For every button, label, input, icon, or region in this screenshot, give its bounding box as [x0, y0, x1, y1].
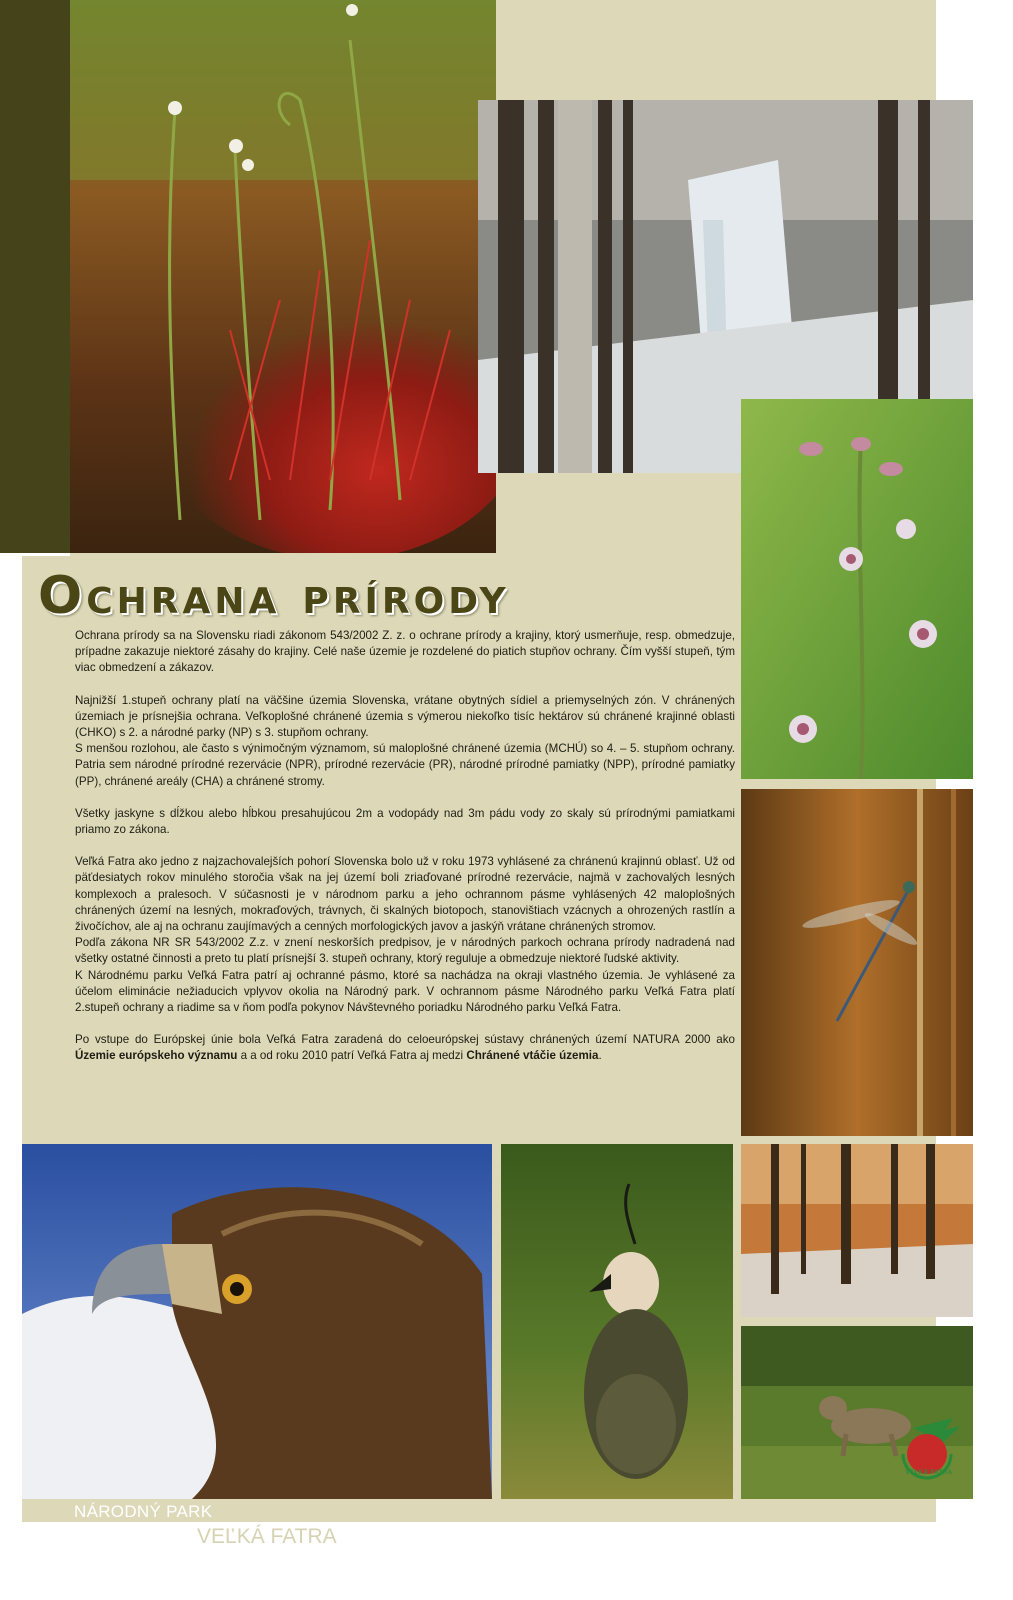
page-title: Ochrana prírody	[38, 566, 510, 626]
dark-side-band	[0, 0, 70, 553]
damselfly-photo	[741, 789, 973, 1136]
footer-national-park: NÁRODNÝ PARK	[74, 1502, 213, 1521]
paragraph-protection-levels: Najnižší 1.stupeň ochrany platí na väčšine územia Slovenska, vrátane obytných sídiel a priemyselných zón. V chránených územiach je prísnejšia ochrana. Veľkoplošné chránené územia s výmerou niekoľko tisíc hektárov sú chránené krajinné oblasti (CHKO) s 2. a národné parky (NP) s 3. stupňom ochrany.	[75, 693, 735, 740]
park-logo-icon	[893, 1410, 965, 1482]
natura-spa-label: Chránené vtáčie územia	[466, 1049, 599, 1063]
orchid-photo	[741, 399, 973, 779]
paragraph-natura-2000	[75, 1032, 735, 1064]
lapwing-photo	[501, 1144, 733, 1499]
natura-sci-label: Územie európskeho významu	[75, 1049, 238, 1063]
article-body	[75, 628, 735, 1081]
footer-park-name: VEĽKÁ FATRA	[197, 1525, 337, 1548]
natura-text-mid: a a od roku 2010 patrí Veľká Fatra aj medzi	[237, 1049, 467, 1063]
paragraph-caves-waterfalls: Všetky jaskyne s dĺžkou alebo hĺbkou presahujúcou 2m a vodopády nad 3m pádu vody zo skaly sú prírodnými pamiatkami priamo zo zákona.	[75, 806, 735, 837]
autumn-forest-photo	[741, 1144, 973, 1317]
paragraph-buffer-zone: K Národnému parku Veľká Fatra patrí aj ochranné pásmo, ktoré sa nachádza na okraji vlastného územia. Je vyhlásené za účelom eliminácie nežiaducich vplyvov okolia na Národný park. V ochrannom pásme Národného parku Veľká Fatra platí 2.stupeň ochrany a riadime sa v ňom podľa pokynov Návštevného poriadku Národného parku Veľká Fatra.	[75, 968, 735, 1015]
natura-text-end: .	[598, 1049, 602, 1063]
paragraph-velka-fatra-history: Veľká Fatra ako jedno z najzachovalejších pohorí Slovenska bolo už v roku 1973 vyhlásené za chránenú krajinnú oblasť. Už od päťdesiatych rokov minulého storočia však na jej území boli zriaďované prírodné rezervácie, najmä v zachovalých lesných komplexoch a pralesoch. V súčasnosti je v národnom parku a jeho ochrannom pásme vyhlásených 42 maloplošných chránených území na lesných, mokraďových, trávnych, či skalných biotopoch, stanovištiach vzácnych a ohrozených rastlín a živočíchov, ale aj na ochranu zaujímavých a cenných morfologických javov a jaskýň vrátane chránených stromov.	[75, 855, 735, 934]
paragraph-protection-law: Ochrana prírody sa na Slovensku riadi zákonom 543/2002 Z. z. o ochrane prírody a krajiny, ktorý usmerňuje, resp. obmedzuje, prípadne zakazuje niektoré zásahy do krajiny. Celé naše územie je rozdelené do piatich stupňov ochrany. Čím vyšší stupeň, tým viac obmedzení a zákazov.	[75, 629, 735, 675]
eagle-photo	[22, 1144, 492, 1499]
logo-text: VEĽKÁ FATRA	[905, 1470, 953, 1476]
paragraph-small-areas: S menšou rozlohou, ale často s výnimočným významom, sú maloplošné chránené územia (MCHÚ) so 4. – 5. stupňom ochrany. Patria sem národné prírodné rezervácie (NPR), prírodné rezervácie (PR), národné prírodné pamiatky (NPP), prírodné pamiatky (PP), chránené areály (CHA) a chránené stromy.	[75, 742, 735, 788]
paragraph-law-national-parks: Podľa zákona NR SR 543/2002 Z.z. v znení neskorších predpisov, je v národných parkoch ochrana prírody nadradená nad všetky ostatné činnosti a preto tu platí prísnejší 3. stupeň ochrany, ktorý reguluje a obmedzuje niektoré ľudské aktivity.	[75, 936, 735, 966]
sundew-photo	[70, 0, 496, 553]
natura-text-start: Po vstupe do Európskej únie bola Veľká Fatra zaradená do celoeurópskej sústavy chránených území NATURA 2000 ako	[75, 1033, 735, 1047]
